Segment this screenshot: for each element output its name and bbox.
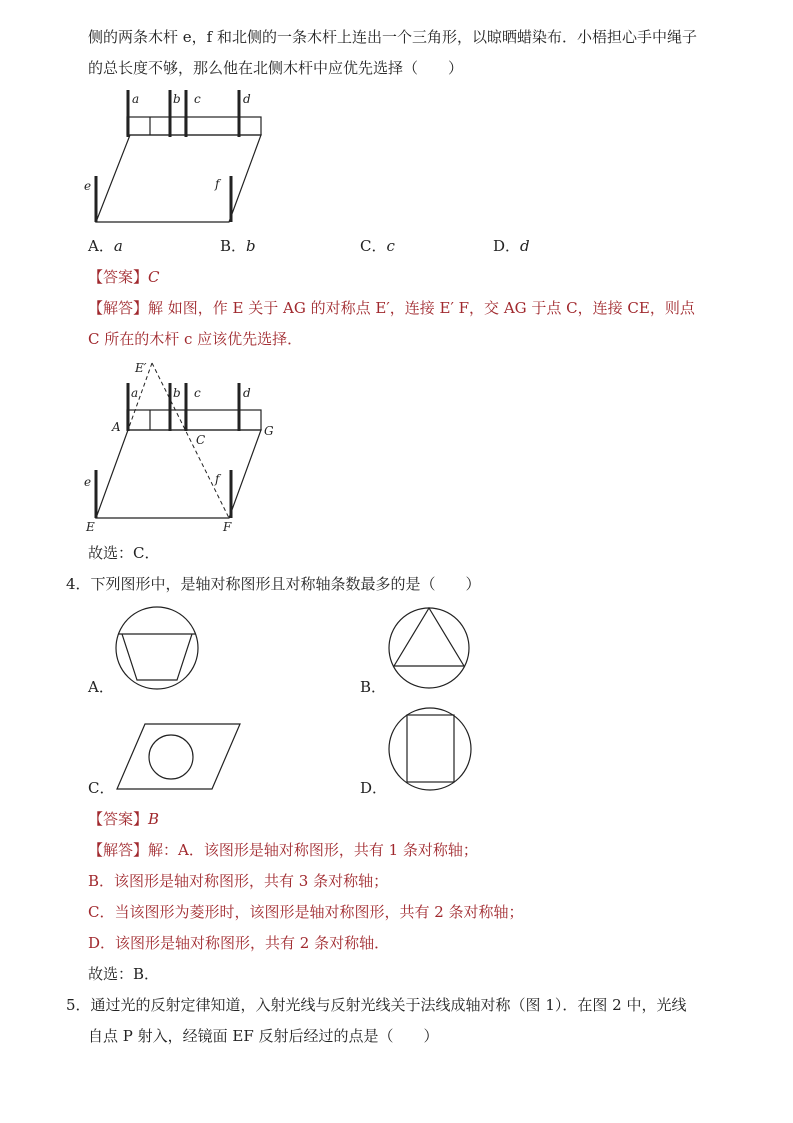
q3-choose: 故选：C． xyxy=(88,544,160,562)
fig2-label-c-rod: c xyxy=(194,386,201,400)
fig1-label-f: f xyxy=(215,177,220,191)
fig1-label-d: d xyxy=(243,92,251,106)
fig1-label-c: c xyxy=(194,92,201,106)
fig2-label-G: G xyxy=(264,424,274,438)
q4-analysis-line4: D．该图形是轴对称图形，共有 2 条对称轴． xyxy=(88,934,390,952)
q4-analysis-line2: B．该图形是轴对称图形，共有 3 条对称轴； xyxy=(88,872,389,890)
q5-stem-line1: 5．通过光的反射定律知道，入射光线与反射光线关于法线成轴对称（图 1）．在图 2 中，光线 xyxy=(66,996,687,1014)
q3-analysis-line2: C 所在的木杆 c 应该优先选择． xyxy=(88,330,303,348)
q3-analysis-line1: 【解答】解 如图，作 E 关于 AG 的对称点 E′，连接 E′ F，交 AG 于点 C，连接 CE，则点 xyxy=(88,299,695,317)
q4-figure-a xyxy=(116,607,198,689)
q4-figure-d xyxy=(389,708,471,790)
q4-figure-c xyxy=(117,724,240,789)
fig2-label-A: A xyxy=(112,420,121,434)
q4-answer: 【答案】B xyxy=(88,810,160,828)
q4-option-b[interactable]: B． xyxy=(360,678,387,696)
fig2-label-f-rod: f xyxy=(215,472,220,486)
fig2-label-E: E xyxy=(86,520,95,534)
fig2-label-b-rod: b xyxy=(173,386,181,400)
fig2-label-e-rod: e xyxy=(84,475,92,489)
q4-option-c[interactable]: C． xyxy=(88,779,115,797)
q3-option-b[interactable]: B．b xyxy=(220,237,256,255)
q3-option-d[interactable]: D．d xyxy=(493,237,530,255)
q4-option-d[interactable]: D． xyxy=(360,779,388,797)
q3-option-a[interactable]: A．a xyxy=(88,237,123,255)
q3-stem-line1: 侧的两条木杆 e，f 和北侧的一条木杆上连出一个三角形，以晾晒蜡染布．小梧担心手中绳子 xyxy=(88,28,697,46)
q4-choose: 故选：B． xyxy=(88,965,160,983)
fig1-label-e: e xyxy=(84,179,92,193)
q4-analysis-line3: C．当该图形为菱形时，该图形是轴对称图形，共有 2 条对称轴； xyxy=(88,903,524,921)
q3-option-c[interactable]: C．c xyxy=(360,237,395,255)
q4-analysis-line1: 【解答】解：A．该图形是轴对称图形，共有 1 条对称轴； xyxy=(88,841,478,859)
fig2-label-F: F xyxy=(223,520,232,534)
q3-answer: 【答案】C xyxy=(88,268,160,286)
fig1-label-b: b xyxy=(173,92,181,106)
fig2-label-d-rod: d xyxy=(243,386,251,400)
q4-stem: 4．下列图形中，是轴对称图形且对称轴条数最多的是（ ） xyxy=(66,575,481,593)
q4-option-a[interactable]: A． xyxy=(88,678,114,696)
fig2-label-C: C xyxy=(196,433,206,447)
q5-stem-line2: 自点 P 射入，经镜面 EF 反射后经过的点是（ ） xyxy=(88,1027,439,1045)
fig2-label-eprime: E′ xyxy=(135,361,147,375)
q3-stem-line2: 的总长度不够，那么他在北侧木杆中应优先选择（ ） xyxy=(88,59,464,77)
q4-figure-b xyxy=(389,608,469,688)
fig2-label-a-rod: a xyxy=(131,386,139,400)
fig1-label-a: a xyxy=(132,92,140,106)
